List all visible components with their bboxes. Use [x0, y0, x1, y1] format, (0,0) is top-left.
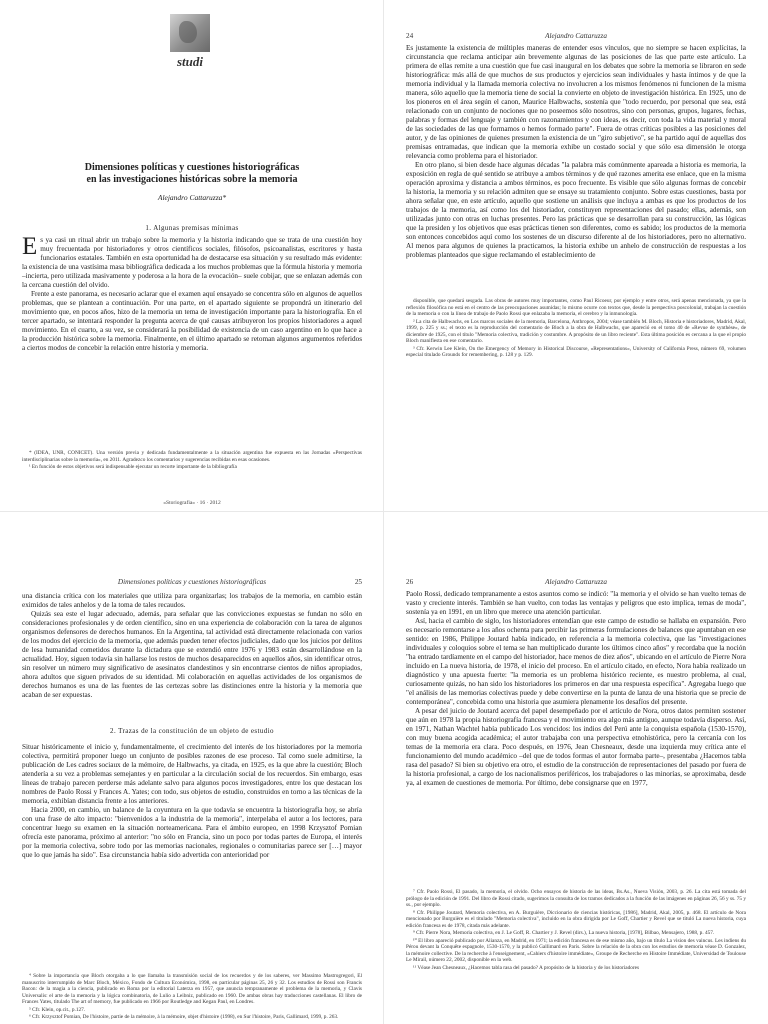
running-head-title: Alejandro Cattaruzza [545, 32, 607, 40]
paragraph: Es justamente la existencia de múltiples maneras de entender esos vínculos, que no siempre se hacen explícitas, la circunstancia que reclama anticipar aún brevemente algunas de las posiciones de las que parte este artículo. La primera de ellas remite a una cuestión que fue casi inaugural en los debates que sobre la memoria se libraron en sede historiográfica: más allá de que muchos de sus productos y ejercicios sean individuales y hasta íntimos y de que la memoria individual y la llamada memoria colectiva no involucren a los mismos fenómenos ni funcionen de la misma manera, sólo aquello que la memoria tiene de social la convierte en objeto de investigación histórica. En 1925, uno de los pioneros en el área según el canon, Maurice Halbwachs, sostenía que "todo recuerdo, por personal que sea, está relacionado con un conjunto de nociones que no poseemos sólo nosotros, sino con personas, grupos, lugares, fechas, palabras y formas del lenguaje y también con razonamientos y con ideas, es decir, con toda la vida material y moral de las sociedades de las que formamos o hemos formado parte". Fuera de otras críticas posibles a las posiciones del autor, y de las opiniones de quienes presumen la existencia de un "giro subjetivo", se ha partido aquí de aquellas dos premisas entramadas, que indican que la memoria exhibe un costado social y que sólo esa dimensión le otorga relevancia como problema para el historiador. [406, 44, 746, 160]
body-text [22, 592, 362, 700]
paragraph: Hacia 2000, en cambio, un balance de la coyuntura en la que todavía se encuentra la historiografía hoy, se abría con una frase de alto impacto: "bienvenidos a la industria de la memoria", interpelaba el autor a los lectores, para concentrar luego su examen en la situación norteamericana. Para el ámbito europeo, en 1998 Krzysztof Pomian ofrecía este panorama, próximo al anterior: "no sólo en Francia, sino un poco por todas partes de Europa, el interés por la memoria colectiva, sobre todo por las memorias nacionales, regionales o comunitarias parece ser […] mayor que lo que jamás ha sido". Esa circunstancia había sido advertida con anterioridad por [22, 806, 362, 859]
article-title [22, 162, 362, 186]
footnotes [406, 889, 746, 972]
paragraph: una distancia crítica con los materiales que utiliza para organizarlas; los trabajos de la memoria, en cambio están eximidos de tales anhelos y de la toma de tales recaudos. [22, 592, 362, 609]
footnote: ¹ En función de estos objetivos será indispensable ejecutar un recorte importante de la bibliografía [29, 464, 237, 470]
paragraph: Quizás sea este el lugar adecuado, además, para señalar que las convicciones expuestas se fundan no sólo en consideraciones profesionales y de orden científico, sino en una experiencia de colaboración con la tarea de algunos organismos defensores de derechos humanos. En la Argentina, tal actividad está directamente relacionada con varios de los modos del ejercicio de la memoria, que además pueden tener efectos judiciales, dado que los juicios por delitos de lesa humanidad cometidos durante la dictadura que se extendió entre 1976 y 1983 están desarrollándose en la actualidad. Hoy, siguen todavía sin hallarse los restos de muchos desaparecidos en aquellos años, sin identificar otros, sin resolver un número muy significativo de asesinatos clandestinos y sin encontrarse cientos de niños apropiados, ahora adultos que siguen privados de su identidad. Mi colaboración en aquellas actividades de los organismos de derechos humanos es una de las fuentes de las certezas sobre las distinciones entre la historia y la memoria que acaban de ser expuestas. [22, 610, 362, 699]
title-line-2: en las investigaciones históricas sobre la memoria [86, 174, 298, 185]
footnotes [406, 298, 746, 360]
paragraph: En otro plano, si bien desde hace algunas décadas "la palabra más comúnmente apareada a historia es memoria, la exposición en regla de qué sentido se atribuye a ambos términos y de qué razones amerita ese enlace, que en la misma operación aproxima y distancia a ambos términos, es poco frecuente. Es visible que sólo algunas formas de concebir la historia, la memoria y su relación admiten que se ensaye su tratamiento conjunto. Sobre estas cuestiones, basta por ahora señalar que, en este artículo, aquello que sostiene un análisis que incluya a ambas es que los productos de los trabajos de la memoria, así como los del historiador, constituyen representaciones del pasado; ellas, además, son utilizadas junto con otras en luchas presentes. Pero las prácticas que se desarrollan para su construcción, las lógicas que la presiden y los objetivos que esas prácticas tienen son diferentes, como es sabido; los productos de la memoria son entonces concebidos aquí como los sostenes de un discurso diferente al de los historiadores, pero no alternativo. Al menos para algunos de quienes la practicamos, la historia exhibe un anhelo de construcción de respuestas a los problemas planteados que sigue reclamando el establecimiento de [406, 161, 746, 259]
body-text [406, 590, 746, 788]
page-number: 24 [406, 32, 414, 40]
journal-logo [160, 14, 220, 70]
footnote: ⁴ Sobre la importancia que Bloch otorgaba a lo que llamaba la transmisión social de los recuerdos y de los saberes, ver Massimo Mastrogregori, El manuscrito interrumpido de Marc Bloch, México, Fondo de Cultura Económica, 1998, en particular páginas 25, 26 y 32. Los estudios de Rossi son Francis Bacon: de la magia a la ciencia, publicado en Roma por la editorial Laterza en 1957, que anuncia tempranamente el problema de la memoria, y Clavis Universalis: el arte de la memoria y la lógica combinatoria, de Lulio a Leibniz, publicado en 1960. De ambas obras hay traducciones castellanas. El libro de Frances Yates, titulado The art of memory, fue publicado en 1966 por Routledge and Kegan Paul, en Londres. [22, 973, 362, 1005]
running-head-title: Alejandro Cattaruzza [545, 578, 607, 586]
article-author: Alejandro Cattaruzza* [157, 193, 227, 202]
paragraph: Paolo Rossi, dedicado tempranamente a estos asuntos como se indicó: "la memoria y el olvido se han vuelto temas de vasto y creciente interés. También se han vuelto, con todas las ventajas y peligros que esto implica, temas de moda", sostenía ya en 1991, en un libro que merece una atención particular. [406, 590, 746, 616]
page-number: 25 [354, 578, 362, 586]
paragraph: Situar históricamente el inicio y, fundamentalmente, el crecimiento del interés de los historiadores por la memoria colectiva, permitirá proponer luego un conjunto de posibles razones de ese proceso. Tal como suele admitirse, la publicación de Les cadres sociaux de la mémoire, de Halbwachs, ya citada, en 1925, es la que abre la cuestión; Bloch atendería a su vez a problemas semejantes y en particular a la circulación social de los recuerdos. Sin embargo, esas líneas de trabajo parecen perderse más adelante salvo para algunos pocos investigadores, entre los que destacan los nombres de Paolo Rossi y Frances A. Yates; con todo, sus objetos de estudio, construidos en torno a las técnicas de la memoria, exhibían distancia frente a los anteriores. [22, 743, 362, 805]
logo-image [170, 14, 210, 52]
footnote: disponible, que quedará sesgada. Las obras de autores muy importantes, como Paul Ricoeur, por ejemplo y entre otros, será apenas mencionada, ya que la reflexión filosófica no está en el centro de las preocupaciones asumidas; lo mismo ocurre con textos que, desde la perspectiva poscolonial, trabajan la cuestión de la memoria o con la línea de trabajo de Paolo Rossi que enlazaba la memoria, el cerebro y la inmunología. [406, 298, 746, 317]
page-2 [384, 0, 768, 512]
footnote: ⁵ Cfr. Klein, op.cit., p.127. [29, 1006, 86, 1013]
paragraph: Frente a este panorama, es necesario aclarar que el examen aquí ensayado se concentra sólo en algunos de aquellos problemas, que se plantean a continuación. Por una parte, en el apartado siguiente se propondrá un itinerario del movimiento que, en pocos años, hizo de la memoria un tema de investigación importante para la historiografía. En el tercer apartado, se intentará responder la pregunta acerca de qué causas atribuyeron los propios historiadores a aquel movimiento. En el cuarto, a su vez, se considerará la posibilidad de existencia de un caso argentino en lo que hace a la producción histórica sobre la memoria. Finalmente, en el último apartado se retoman algunos argumentos referidos a ciertos modos de concebir la relación entre historia y memoria. [22, 290, 362, 352]
footnote: ¹⁰ El libro apareció publicado por Alianza, en Madrid, en 1971; la edición francesa es de ese mismo año, bajo un título La vision des vaincus. Les indiens du Pérou devant la Conquête espagnole, 1530-1570, y la publicó Gallimard en París. Sobre la relación de la obra con los estudios de memoria véase D. Gonzalez, la mémoire collective. De la recherche à l'enseignement, «Cahiers d'histoire immédiate», Groupe de Recherche en Histoire Immédiate, Universidad de Toulouse Le Mirail, número 22, 2002, disponible en la web. [406, 937, 746, 963]
journal-line: «Storiografia» · 16 · 2012 [163, 500, 221, 506]
drop-cap: E [22, 233, 38, 260]
running-head-title: Dimensiones políticas y cuestiones historiográficas [117, 578, 267, 586]
body-text [22, 233, 362, 353]
body-text [406, 44, 746, 260]
footnote: ⁶ Cfr. Krzysztof Pomian, De l'histoire, partie de la mémoire, à la mémoire, objet d'histoire (1998), en Sur l'histoire, Paris, Gallimard, 1999, p. 263. [29, 1014, 339, 1020]
footnote: ² La cita de Halbwachs, en Los marcos sociales de la memoria, Barcelona, Anthropos, 2004; véase también M. Bloch, Historia e historiadores, Madrid, Akal, 1999, p. 225 y ss.; el texto es la reproducción del comentario de Bloch a la obra de Halbwachs, que apareció en el tomo 40 de «Revue de synthèse», de diciembre de 1925, con el título "Memoria colectiva, tradición y costumbre. A propósito de un libro reciente". Esta última posición es cercana a la que el propio Bloch manifiesta en ese comentario. [406, 318, 746, 344]
footnotes [22, 973, 362, 1022]
footnotes [22, 450, 362, 472]
body-text [22, 743, 362, 860]
section-heading-2: 2. Trazas de la constitución de un objeto de estudio [110, 727, 274, 735]
paragraph: A pesar del juicio de Joutard acerca del papel desempeñado por el artículo de Nora, otros datos permiten sostener que aún en 1978 la propia historiografía francesa y el movimiento era algo más antiguo, aunque todavía disperso. Así, en 1971, Nathan Wachtel había publicado Los vencidos: los indios del Perú ante la conquista española (1530-1570), con muy buena acogida académica; el autor trabajaba con una perspectiva etnohistórica, pero la cercanía con los temas de la memoria era clara. Poco después, en 1976, Jean Chesneaux, desde una izquierda muy crítica ante el funcionamiento del mundo académico –del que de todos formas el autor formaba parte–, presentaba ¿Hacemos tabla rasa del pasado? Si bien su objetivo era otro, el estudio de la construcción de representaciones del pasado por fuera de la historia profesional, a cargo de los nacionalismos periféricos, los trabajadores o las minorías, se aproximaba, desde ya, al examen de cuestiones de memoria. Por último, debe consignarse que en 1977, [406, 707, 746, 787]
paragraph-text: s ya casi un ritual abrir un trabajo sobre la memoria y la historia indicando que se trata de una cuestión hoy muy frecuentada por historiadores y otros científicos sociales, filósofos, psicoanalistas, escritores y hasta funcionarios estatales. También en esta oportunidad ha de destacarse esa situación y su resultado más evidente: la existencia de una vastísima masa bibliográfica dedicada a los muchos problemas que la fórmula historia y memoria –incierta, pero utilizada masivamente y poderosa a la hora de la evocación– suele cobijar, que se enlazan además con la cercana cuestión del olvido. [22, 236, 362, 289]
page-4 [384, 512, 768, 1024]
logo-text: studi [176, 54, 203, 69]
running-head [22, 578, 362, 586]
section-heading-1: 1. Algunas premisas mínimas [145, 224, 239, 232]
footnote: ³ Cfr. Kerwin Lee Klein, On the Emergency of Memory in Historical Discourse, «Representations», University of California Press, número 69, volumen especial titulado Grounds for remembering, p. 128 y p. 129. [406, 345, 746, 358]
page-3 [0, 512, 384, 1024]
page-1 [0, 0, 384, 512]
footnote: * (IDEA, UNR, CONICET). Una versión previa y dedicada fundamentalmente a la situación argentina fue expuesta en las Jornadas «Perspectivas interdisciplinarias sobre la memoria», en 2011. Agradezco los comentarios y sugerencias recibidas en esas ocasiones. [22, 450, 362, 463]
page-number: 26 [406, 578, 414, 586]
footnote: ⁹ Cfr. Pierre Nora, Memoria colectiva, en J. Le Goff, R. Chartier y J. Revel (dirs.), La nueva historia, [1978], Bilbao, Mensajero, 1988, p. 457. [413, 930, 715, 936]
paragraph: Así, hacia el cambio de siglo, los historiadores entendían que este campo de estudio se hallaba en expansión. Pero es necesario remontarse a los años ochenta para percibir las primeras formulaciones de balances que apuntaban en ese sentido: en 1986, Philippe Joutard había indicado, en referencia a la memoria colectiva, que las "investigaciones individuales y coloquios sobre el tema se han multiplicado durante los últimos cinco años" y recordaba que la noción "ha entrado tardíamente en el campo del historiador, hace menos de diez años", ubicando en el artículo de Pierre Nora incluido en La nueva historia, de 1978, el inicio del proceso. En el artículo citado, en efecto, Nora había realizado un diagnóstico y una apuesta fuerte: "la memoria es un problema histórico reciente, es nuestro problema, al cual, curiosamente quizás, no han sido los historiadores los primeros en dar una respuesta específica". Agregaba luego que "el análisis de las memorias colectivas puede y debe convertirse en la punta de lanza de una historia que se precie de contemporánea", concebida como una historia que asumiera plenamente los desafíos del presente. [406, 617, 746, 706]
footnote: ¹¹ Véase Jean Chesneaux, ¿Hacemos tabla rasa del pasado? A propósito de la historia y de los historiadores [413, 964, 640, 971]
page-divider-horizontal [0, 511, 768, 512]
running-head [406, 32, 746, 40]
title-line-1: Dimensiones políticas y cuestiones historiográficas [84, 162, 300, 173]
paragraph [22, 233, 362, 290]
running-head [406, 578, 746, 586]
footnote: ⁸ Cfr. Philippe Joutard, Memoria colectiva, en A. Burguière, Diccionario de ciencias históricas, [1986], Madrid, Akal, 2005, p. 468. El artículo de Nora mencionado por Burguière es el titulado "Memoria colectiva", incluido en la obra dirigida por Le Goff, Chartier y Revel que se tituló La nueva historia, cuya edición francesa es de 1978, citada más adelante. [406, 909, 746, 929]
footnote: ⁷ Cfr. Paolo Rossi, El pasado, la memoria, el olvido. Ocho ensayos de historia de las ideas, Bs.As., Nueva Visión, 2003, p. 26. La cita está tomada del prólogo de la edición de 1991. Del libro de Rossi citado, sugerimos la consulta de los tramos dedicados a la función de las imágenes en páginas 26, 56 y ss. 75 y ss., por ejemplo. [406, 889, 746, 908]
page-divider-vertical [383, 0, 384, 1024]
